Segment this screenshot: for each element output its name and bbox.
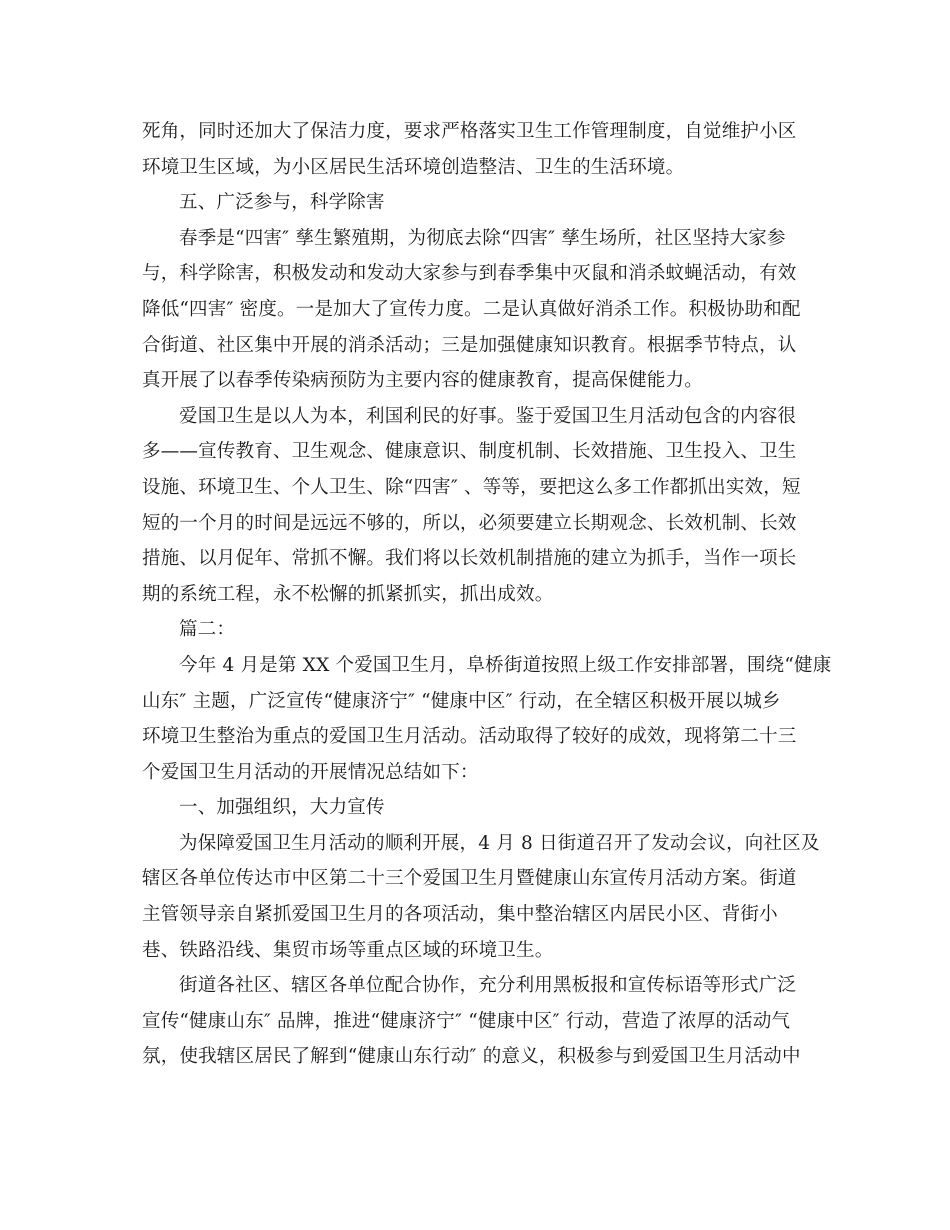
text-line: 降低“四害″ 密度。一是加大了宣传力度。二是认真做好消杀工作。积极协助和配: [142, 298, 801, 320]
text-line: 春季是“四害″ 孳生繁殖期，为彻底去除“四害″ 孳生场所，社区坚持大家参: [179, 227, 786, 249]
text-line: 主管领导亲自紧抓爱国卫生月的各项活动，集中整治辖区内居民小区、背街小: [142, 904, 778, 926]
text-line: 今年 4 月是第 XX 个爱国卫生月，阜桥街道按照上级工作安排部署，围绕“健康: [179, 654, 832, 676]
text-line: 山东″ 主题，广泛宣传“健康济宁″ “健康中区″ 行动，在全辖区积极开展以城乡: [142, 690, 781, 712]
text-line: 多——宣传教育、卫生观念、健康意识、制度机制、长效措施、卫生投入、卫生: [142, 441, 797, 463]
text-line: 合街道、社区集中开展的消杀活动；三是加强健康知识教育。根据季节特点，认: [142, 334, 797, 356]
text-line: 个爱国卫生月活动的开展情况总结如下：: [142, 761, 479, 783]
text-line: 期的系统工程，永不松懈的抓紧抓实，抓出成效。: [142, 583, 554, 605]
text-line: 环境卫生区域，为小区居民生活环境创造整洁、卫生的生活环境。: [142, 156, 685, 178]
text-line: 爱国卫生是以人为本，利国利民的好事。鉴于爱国卫生月活动包含的内容很: [179, 405, 797, 427]
section-heading: 篇二：: [179, 619, 236, 641]
text-line: 宣传“健康山东″ 品牌，推进“健康济宁″ “健康中区″ 行动，营造了浓厚的活动气: [142, 1010, 791, 1032]
text-line: 真开展了以春季传染病预防为主要内容的健康教育，提高保健能力。: [142, 370, 704, 392]
text-line: 巷、铁路沿线、集贸市场等重点区域的环境卫生。: [142, 939, 554, 961]
text-line: 辖区各单位传达市中区第二十三个爱国卫生月暨健康山东宣传月活动方案。街道: [142, 868, 797, 890]
text-line: 设施、环境卫生、个人卫生、除“四害″ 、等等，要把这么多工作都抓出实效，短: [142, 476, 801, 498]
text-line: 氛，使我辖区居民了解到“健康山东行动″ 的意义，积极参与到爱国卫生月活动中: [142, 1046, 801, 1068]
text-line: 环境卫生整治为重点的爱国卫生月活动。活动取得了较好的成效，现将第二十三: [142, 726, 797, 748]
document-body: [142, 114, 832, 1075]
text-line: 与，科学除害，积极发动和发动大家参与到春季集中灭鼠和消杀蚊蝇活动，有效: [142, 263, 797, 285]
text-line: 死角，同时还加大了保洁力度，要求严格落实卫生工作管理制度，自觉维护小区: [142, 121, 797, 142]
section-heading: 一、加强组织，大力宣传: [179, 797, 385, 819]
text-line: 街道各社区、辖区各单位配合协作，充分利用黑板报和宣传标语等形式广泛: [179, 975, 797, 997]
section-heading: 五、广泛参与，科学除害: [179, 192, 385, 214]
text-line: 为保障爱国卫生月活动的顺利开展，4 月 8 日街道召开了发动会议，向社区及: [179, 832, 820, 854]
text-line: 短的一个月的时间是远远不够的，所以，必须要建立长期观念、长效机制、长效: [142, 512, 797, 534]
text-line: 措施、以月促年、常抓不懈。我们将以长效机制措施的建立为抓手，当作一项长: [142, 548, 797, 570]
